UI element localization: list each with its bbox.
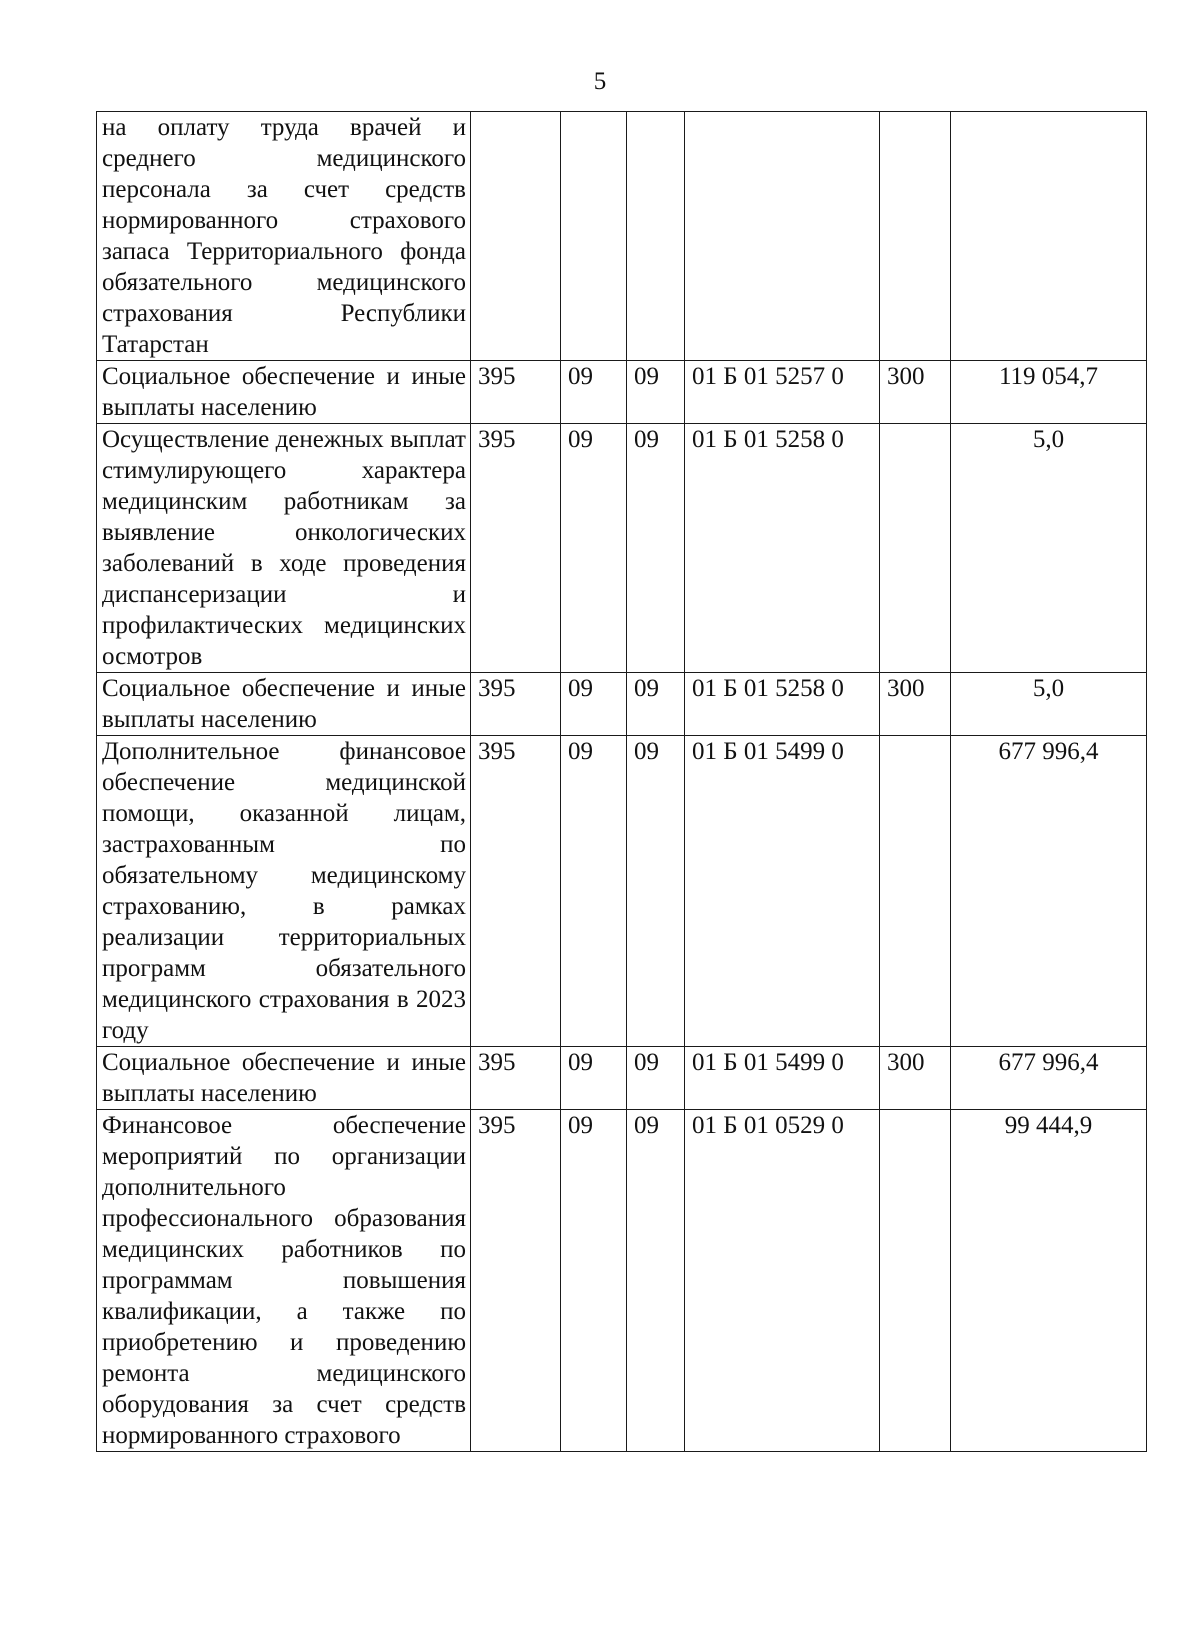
table-row	[97, 424, 1147, 673]
target-article-code: 01 Б 01 5499 0	[685, 1047, 880, 1110]
section-code: 09	[561, 736, 627, 1047]
expense-type-code: 300	[880, 361, 951, 424]
table-row	[97, 361, 1147, 424]
department-code: 395	[471, 673, 561, 736]
expense-type-code	[880, 112, 951, 361]
amount	[951, 112, 1147, 361]
expense-type-code: 300	[880, 673, 951, 736]
target-article-code: 01 Б 01 5258 0	[685, 424, 880, 673]
department-code: 395	[471, 1047, 561, 1110]
amount: 5,0	[951, 424, 1147, 673]
expense-type-code	[880, 424, 951, 673]
subsection-code: 09	[627, 361, 685, 424]
section-code	[561, 112, 627, 361]
row-description: Финансовое обеспечение мероприятий по организации дополнительного профессионального образования медицинских работников по программам повышения квалификации, а также по приобретению и проведению ремонта медицинского оборудования за счет средств нормированного страхового	[97, 1110, 471, 1452]
table-row	[97, 1110, 1147, 1452]
target-article-code: 01 Б 01 5499 0	[685, 736, 880, 1047]
page-number: 5	[593, 68, 607, 95]
subsection-code: 09	[627, 1047, 685, 1110]
subsection-code: 09	[627, 1110, 685, 1452]
budget-table	[96, 111, 1147, 1452]
department-code: 395	[471, 736, 561, 1047]
department-code: 395	[471, 424, 561, 673]
department-code: 395	[471, 361, 561, 424]
table-row	[97, 1047, 1147, 1110]
subsection-code	[627, 112, 685, 361]
section-code: 09	[561, 361, 627, 424]
section-code: 09	[561, 424, 627, 673]
section-code: 09	[561, 1047, 627, 1110]
expense-type-code: 300	[880, 1047, 951, 1110]
expense-type-code	[880, 1110, 951, 1452]
row-description: Социальное обеспечение и иные выплаты населению	[97, 673, 471, 736]
row-description: на оплату труда врачей и среднего медицинского персонала за счет средств нормированного страхового запаса Территориального фонда обязательного медицинского страхования Республики Татарстан	[97, 112, 471, 361]
target-article-code	[685, 112, 880, 361]
subsection-code: 09	[627, 673, 685, 736]
amount: 677 996,4	[951, 736, 1147, 1047]
row-description: Социальное обеспечение и иные выплаты населению	[97, 1047, 471, 1110]
amount: 5,0	[951, 673, 1147, 736]
department-code: 395	[471, 1110, 561, 1452]
section-code: 09	[561, 673, 627, 736]
table-row	[97, 736, 1147, 1047]
target-article-code: 01 Б 01 5258 0	[685, 673, 880, 736]
table-row	[97, 112, 1147, 361]
table-row	[97, 673, 1147, 736]
row-description: Дополнительное финансовое обеспечение медицинской помощи, оказанной лицам, застрахованным по обязательному медицинскому страхованию, в рамках реализации территориальных программ обязательного медицинского страхования в 2023 году	[97, 736, 471, 1047]
row-description: Социальное обеспечение и иные выплаты населению	[97, 361, 471, 424]
amount: 99 444,9	[951, 1110, 1147, 1452]
amount: 677 996,4	[951, 1047, 1147, 1110]
expense-type-code	[880, 736, 951, 1047]
subsection-code: 09	[627, 736, 685, 1047]
target-article-code: 01 Б 01 5257 0	[685, 361, 880, 424]
target-article-code: 01 Б 01 0529 0	[685, 1110, 880, 1452]
row-description: Осуществление денежных выплат стимулирующего характера медицинским работникам за выявление онкологических заболеваний в ходе проведения диспансеризации и профилактических медицинских осмотров	[97, 424, 471, 673]
department-code	[471, 112, 561, 361]
amount: 119 054,7	[951, 361, 1147, 424]
subsection-code: 09	[627, 424, 685, 673]
section-code: 09	[561, 1110, 627, 1452]
